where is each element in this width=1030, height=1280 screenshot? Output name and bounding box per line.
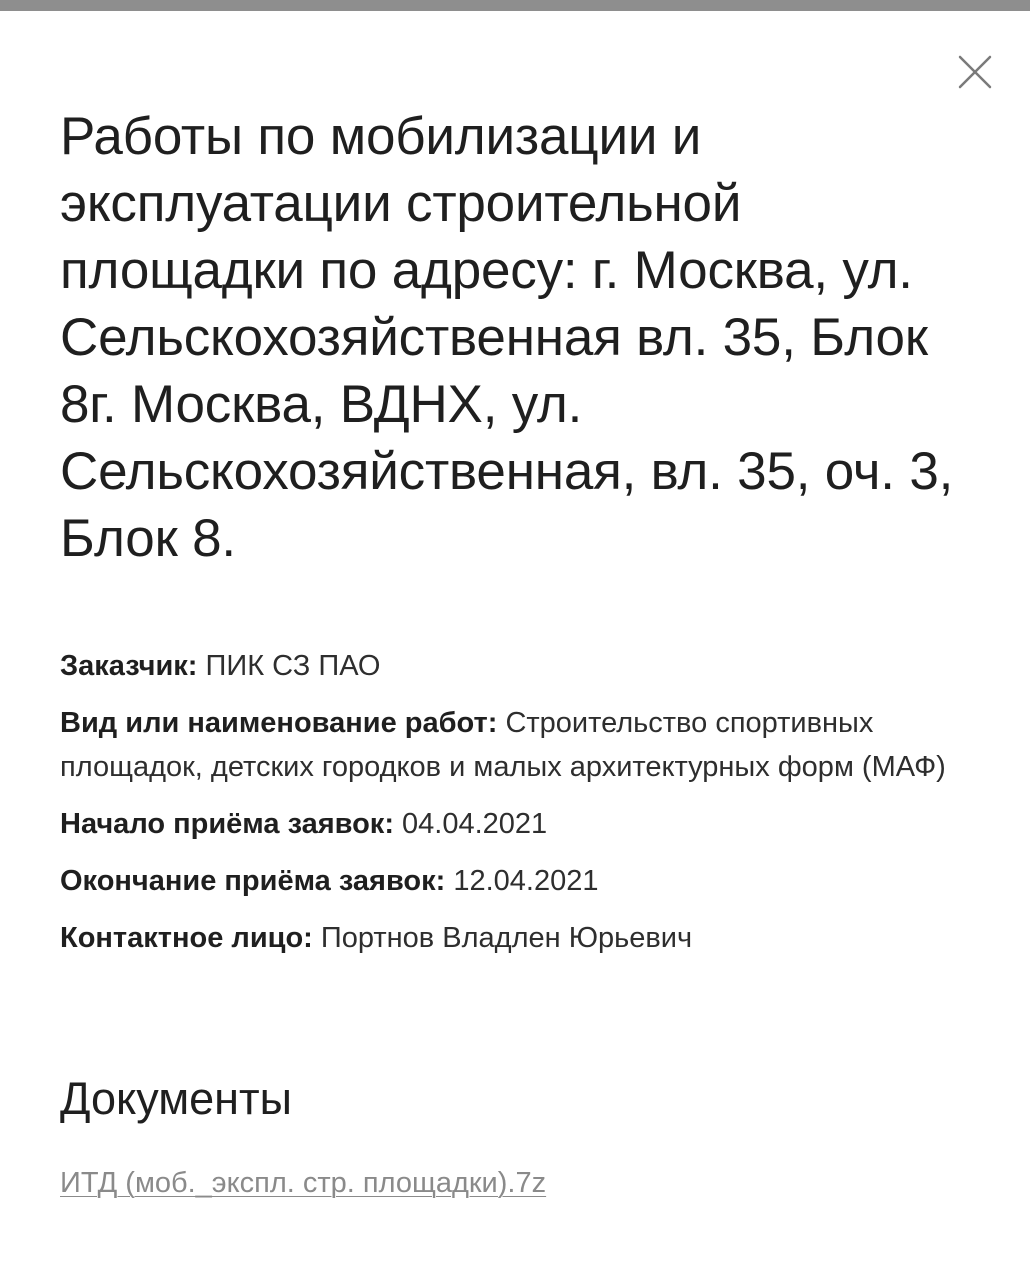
detail-start-date xyxy=(60,802,960,846)
tender-title: Работы по мобилизации и эксплуатации строительной площадки по адресу: г. Москва, ул. Сельскохозяйственная вл. 35, Блок 8г. Москва, ВДНХ, ул. Сельскохозяйственная, вл. 35, оч. 3, Блок 8. xyxy=(60,107,954,568)
detail-start-date-value: 04.04.2021 xyxy=(402,808,548,840)
top-bar xyxy=(0,0,1030,11)
detail-work-type-value: Строительство спортивных площадок, детских городков и малых архитектурных форм (МАФ) xyxy=(60,707,946,783)
close-icon xyxy=(952,49,998,95)
detail-start-date-label: Начало приёма заявок: xyxy=(60,808,394,840)
detail-end-date-value: 12.04.2021 xyxy=(453,865,599,897)
detail-customer-value: ПИК СЗ ПАО xyxy=(205,650,381,682)
detail-work-type xyxy=(60,701,960,789)
document-link[interactable]: ИТД (моб._экспл. стр. площадки).7z xyxy=(60,1167,547,1199)
detail-work-type-label: Вид или наименование работ: xyxy=(60,707,498,739)
detail-contact xyxy=(60,916,960,960)
detail-contact-value: Портнов Владлен Юрьевич xyxy=(320,922,693,954)
detail-end-date xyxy=(60,859,960,903)
tender-modal xyxy=(0,11,1030,1280)
close-button[interactable] xyxy=(952,49,998,95)
documents-heading: Документы xyxy=(60,1073,292,1124)
tender-details xyxy=(60,644,960,973)
detail-customer xyxy=(60,644,960,688)
detail-end-date-label: Окончание приёма заявок: xyxy=(60,865,446,897)
detail-contact-label: Контактное лицо: xyxy=(60,922,313,954)
detail-customer-label: Заказчик: xyxy=(60,650,198,682)
